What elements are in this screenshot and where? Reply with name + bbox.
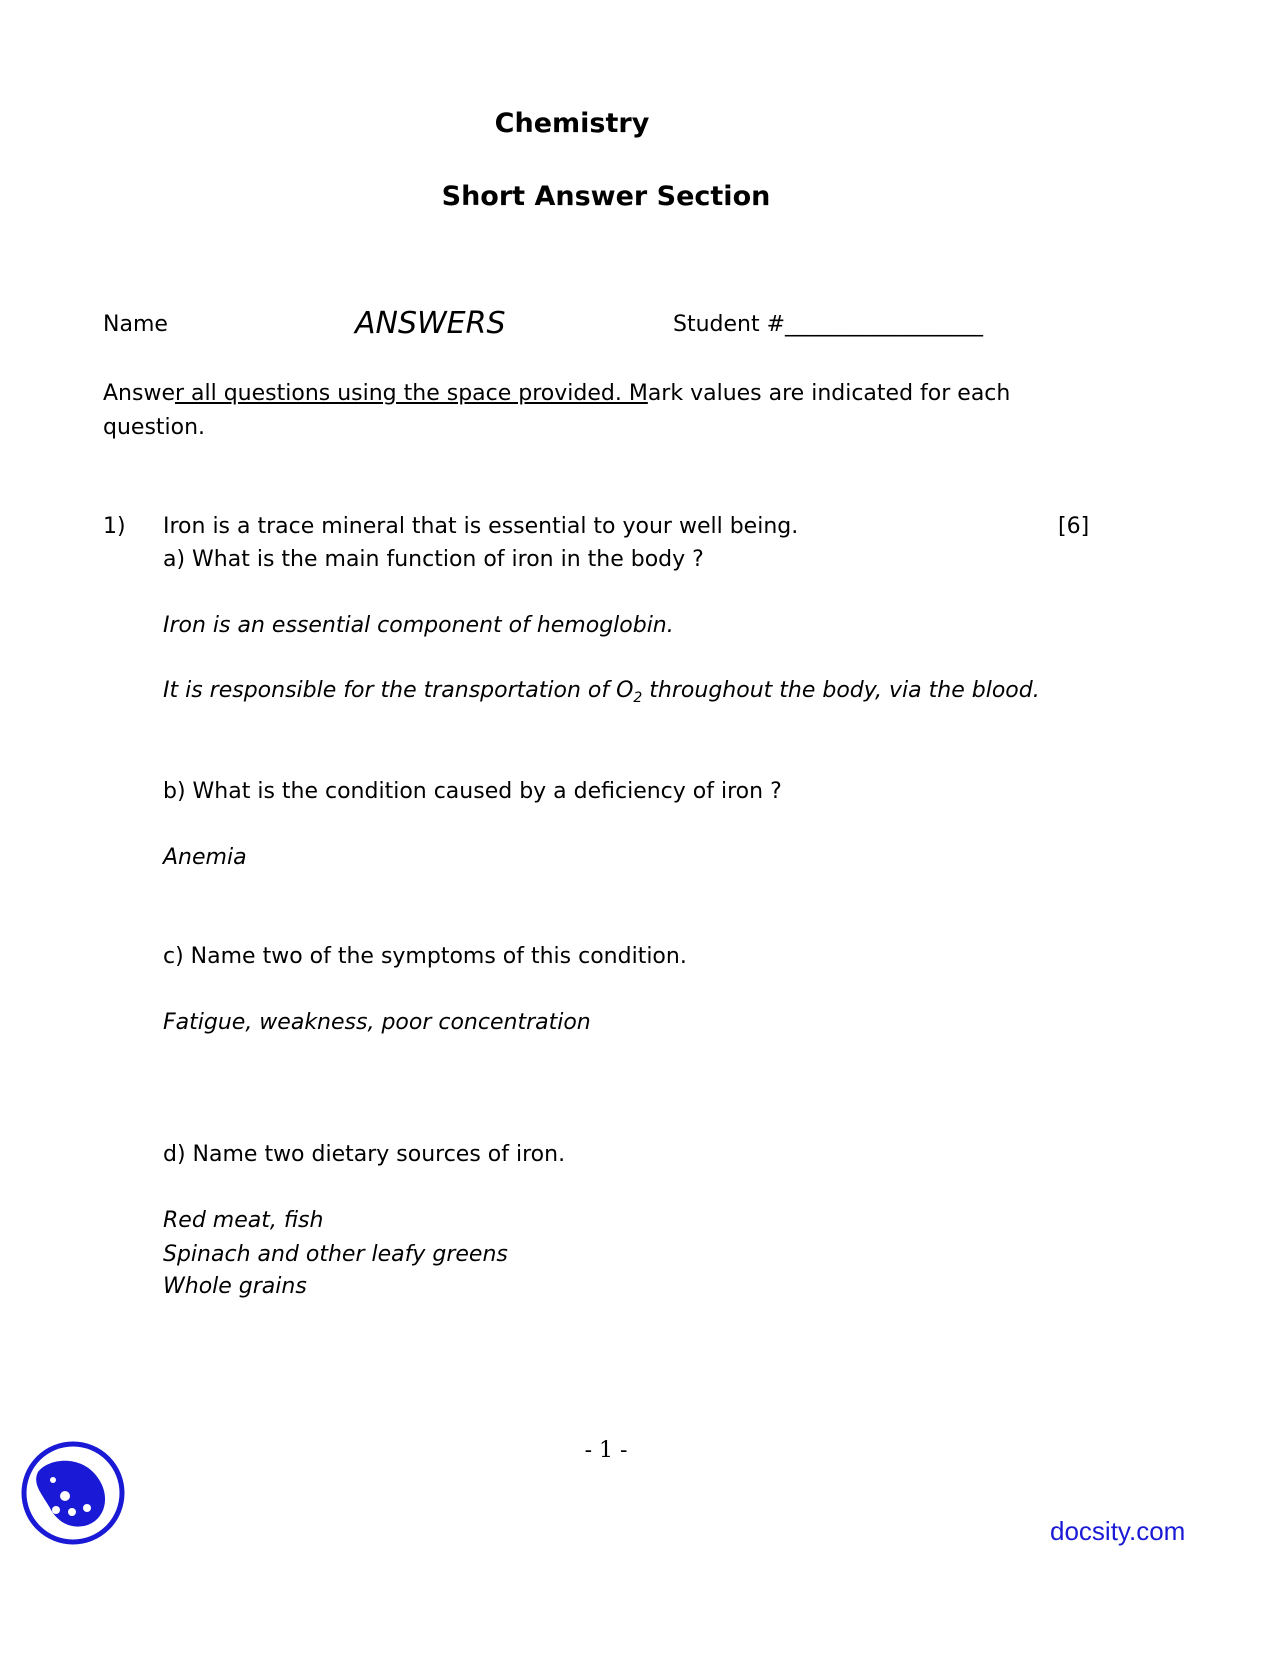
answer-a-2-post: throughout the body, via the blood.	[642, 678, 1040, 703]
question-number: 1)	[103, 514, 126, 539]
student-number-blank: __________________	[785, 312, 984, 337]
question-a: a) What is the main function of iron in the body ?	[163, 547, 704, 572]
page-subtitle: Short Answer Section	[441, 181, 771, 212]
answer-b: Anemia	[163, 845, 247, 870]
answer-d-2: Spinach and other leafy greens	[163, 1242, 508, 1267]
page-number: - 1 -	[584, 1438, 628, 1463]
question-stem: Iron is a trace mineral that is essential to your well being.	[163, 514, 799, 539]
instructions-line-2: question.	[103, 415, 206, 440]
question-c: c) Name two of the symptoms of this condition.	[163, 944, 687, 969]
instructions-part-2: r all questions using the space provided. M	[174, 381, 648, 406]
answer-a-2	[163, 678, 1040, 706]
name-label: Name	[103, 312, 168, 337]
question-d: d) Name two dietary sources of iron.	[163, 1142, 566, 1167]
answer-d-1: Red meat, fish	[163, 1208, 324, 1233]
docsity-brand-link[interactable]: docsity.com	[1050, 1516, 1186, 1546]
answer-a-2-pre: It is responsible for the transportation of O	[163, 678, 634, 703]
student-number-label: Student #	[673, 312, 786, 337]
question-marks: [6]	[1058, 514, 1090, 539]
student-number-field	[673, 312, 983, 337]
answer-a-1: Iron is an essential component of hemoglobin.	[163, 613, 674, 638]
instructions-part-3: ark values are indicated for each	[647, 381, 1011, 406]
instructions-part-1: Answe	[103, 381, 175, 406]
answer-c: Fatigue, weakness, poor concentration	[163, 1010, 591, 1035]
page-title: Chemistry	[494, 108, 650, 139]
answer-d-3: Whole grains	[163, 1274, 307, 1299]
question-b: b) What is the condition caused by a deficiency of iron ?	[163, 779, 782, 804]
instructions-line-1	[103, 381, 1010, 406]
name-value: ANSWERS	[355, 306, 506, 341]
docsity-logo-icon	[20, 1440, 126, 1546]
answer-a-2-subscript: 2	[633, 690, 643, 706]
